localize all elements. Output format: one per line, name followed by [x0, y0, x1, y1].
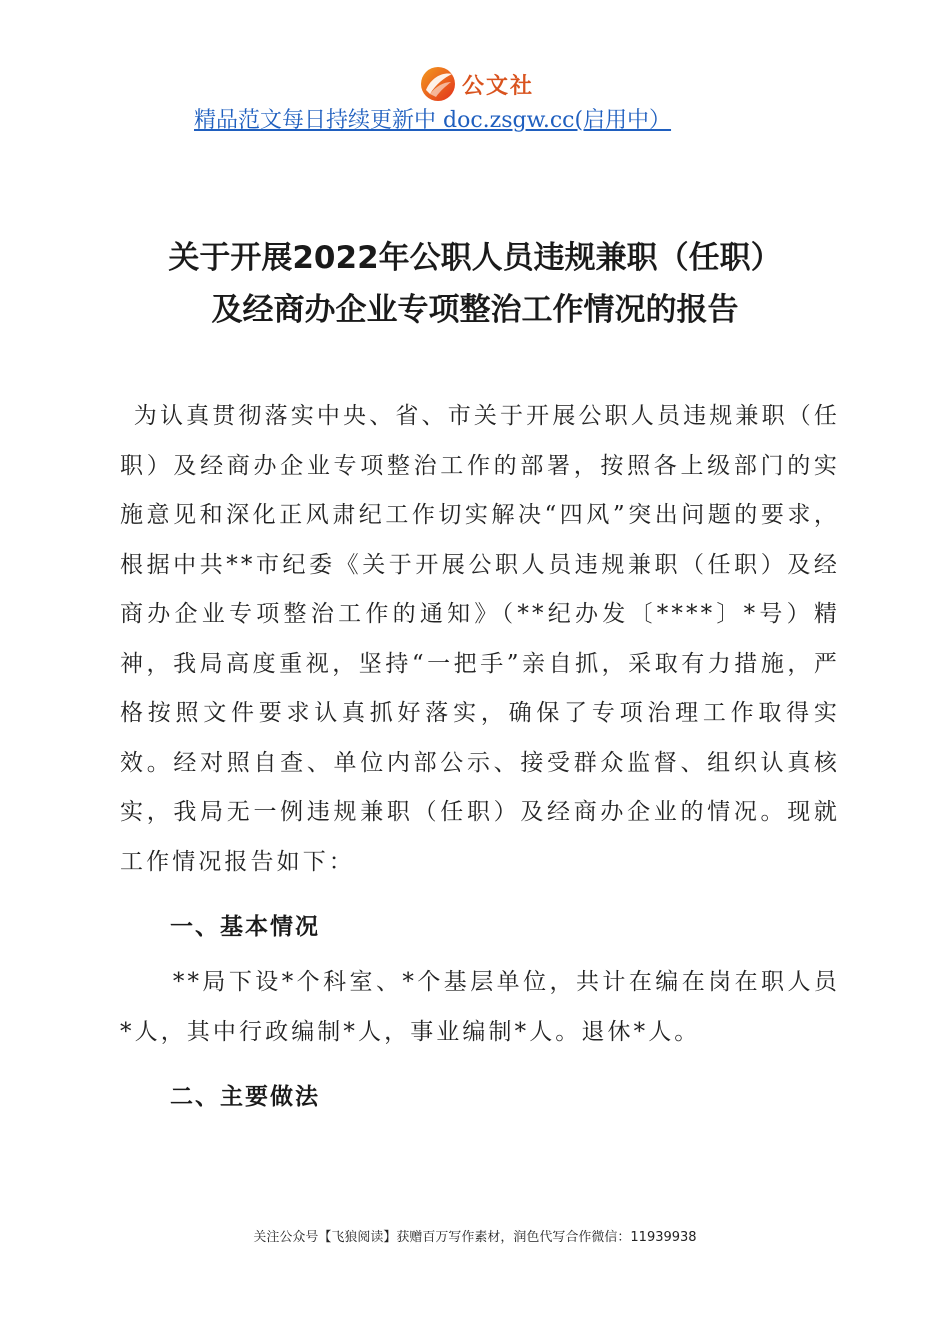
footer-note: 关注公众号【飞狼阅读】获赠百万写作素材，润色代写合作微信：11939938 [253, 1230, 697, 1245]
basic-info-paragraph: **局下设*个科室、*个基层单位，共计在编在岗在职人员*人，其中行政编制*人，事业编制*人。退休*人。 [120, 969, 840, 1045]
document-title-line-1: 关于开展2022年公职人员违规兼职（任职） [168, 240, 782, 276]
section-heading-practices: 二、主要做法 [170, 1084, 320, 1110]
banner-link[interactable]: 精品范文每日持续更新中 doc.zsgw.cc(启用中） [194, 108, 672, 133]
document-title-line-2: 及经商办企业专项整治工作情况的报告 [211, 292, 739, 328]
logo [418, 62, 534, 106]
section-heading-basic: 一、基本情况 [170, 914, 320, 940]
intro-paragraph: 为认真贯彻落实中央、省、市关于开展公职人员违规兼职（任职）及经商办企业专项整治工作的部署，按照各上级部门的实施意见和深化正风肃纪工作切实解决“四风”突出问题的要求，根据中共**市纪委《关于开展公职人员违规兼职（任职）及经商办企业专项整治工作的通知》（**纪办发〔****〕*号）精神，我局高度重视，坚持“一把手”亲自抓，采取有力措施，严格按照文件要求认真抓好落实，确保了专项治理工作取得实效。经对照自查、单位内部公示、接受群众监督、组织认真核实，我局无一例违规兼职（任职）及经商办企业的情况。现就工作情况报告如下： [120, 403, 840, 875]
logo-text: 公文社 [462, 73, 535, 99]
gongwenshe-logo-icon [418, 64, 458, 104]
